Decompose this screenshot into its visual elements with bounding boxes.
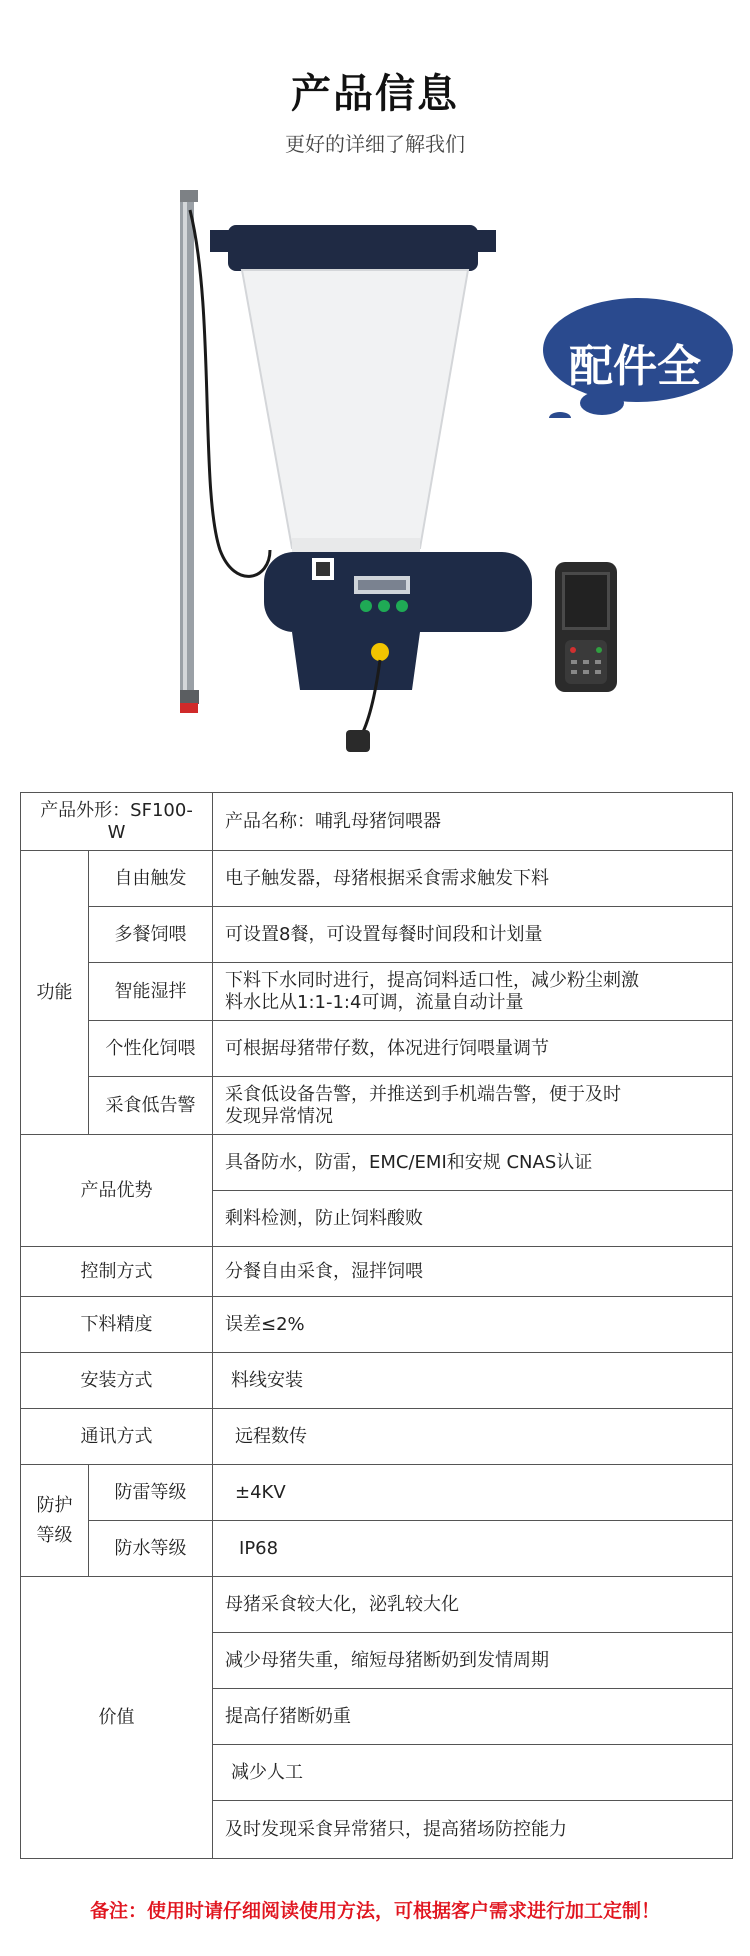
value-item: 母猪采食较大化，泌乳较大化 (213, 1577, 733, 1633)
comm-value: 远程数传 (213, 1409, 733, 1465)
table-row (21, 1077, 733, 1135)
function-value: 可设置8餐，可设置每餐时间段和计划量 (213, 907, 733, 963)
value-item: 减少母猪失重，缩短母猪断奶到发情周期 (213, 1633, 733, 1689)
function-value-line: 下料下水同时进行，提高饲料适口性，减少粉尘刺激 (225, 969, 640, 991)
protection-item-value: IP68 (213, 1521, 733, 1577)
table-row (21, 1577, 733, 1633)
function-label: 个性化饲喂 (89, 1021, 213, 1077)
function-label: 自由触发 (89, 851, 213, 907)
protection-item-label: 防水等级 (89, 1521, 213, 1577)
table-row (21, 907, 733, 963)
table-row (21, 1247, 733, 1297)
function-group-label: 功能 (21, 851, 89, 1135)
feed-outlet (292, 632, 420, 690)
spec-table (20, 792, 733, 1859)
value-item: 减少人工 (213, 1745, 733, 1801)
value-item: 提高仔猪断奶重 (213, 1689, 733, 1745)
table-row (21, 793, 733, 851)
install-value: 料线安装 (213, 1353, 733, 1409)
product-shape-cell: 产品外形：SF100-W (21, 793, 213, 851)
function-label: 采食低告警 (89, 1077, 213, 1135)
function-value (213, 963, 733, 1021)
table-row (21, 1135, 733, 1191)
accessory-badge-text: 配件全 (569, 341, 701, 392)
table-row (21, 1353, 733, 1409)
table-row (21, 1521, 733, 1577)
function-value: 电子触发器，母猪根据采食需求触发下料 (213, 851, 733, 907)
function-value-line: 采食低设备告警，并推送到手机端告警，便于及时 (225, 1083, 622, 1105)
protection-item-label: 防雷等级 (89, 1465, 213, 1521)
comm-label: 通讯方式 (21, 1409, 213, 1465)
function-label: 智能湿拌 (89, 963, 213, 1021)
install-label: 安装方式 (21, 1353, 213, 1409)
product-name-cell: 产品名称：哺乳母猪饲喂器 (213, 793, 733, 851)
protection-label (21, 1465, 89, 1577)
table-row (21, 963, 733, 1021)
table-row (21, 851, 733, 907)
protection-label-line: 等级 (36, 1524, 73, 1546)
precision-value: 误差≤2% (213, 1297, 733, 1353)
hopper-body (242, 270, 468, 548)
table-row (21, 1021, 733, 1077)
page-title: 产品信息 (291, 71, 459, 117)
table-row (21, 1297, 733, 1353)
table-row (21, 1465, 733, 1521)
protection-label-line: 防护 (36, 1494, 73, 1516)
value-item: 及时发现采食异常猪只，提高猪场防控能力 (213, 1801, 733, 1859)
control-unit (264, 552, 532, 632)
function-value (213, 1077, 733, 1135)
control-value: 分餐自由采食，湿拌饲喂 (213, 1247, 733, 1297)
handheld-terminal-image (553, 562, 619, 692)
advantage-value: 具备防水，防雷，EMC/EMI和安规 CNAS认证 (213, 1135, 733, 1191)
protection-item-value: ±4KV (213, 1465, 733, 1521)
sensor-rod (180, 190, 199, 713)
precision-label: 下料精度 (21, 1297, 213, 1353)
function-value: 可根据母猪带仔数，体况进行饲喂量调节 (213, 1021, 733, 1077)
page-subtitle: 更好的详细了解我们 (285, 132, 465, 156)
function-value-line: 发现异常情况 (225, 1105, 334, 1127)
control-label: 控制方式 (21, 1247, 213, 1297)
hopper-lid (210, 225, 496, 271)
advantage-value: 剩料检测，防止饲料酸败 (213, 1191, 733, 1247)
function-label: 多餐饲喂 (89, 907, 213, 963)
footer-note: 备注：使用时请仔细阅读使用方法，可根据客户需求进行加工定制！ (89, 1900, 660, 1922)
value-label: 价值 (21, 1577, 213, 1859)
advantage-label: 产品优势 (21, 1135, 213, 1247)
function-value-line: 料水比从1:1-1:4可调，流量自动计量 (225, 991, 524, 1013)
table-row (21, 1409, 733, 1465)
